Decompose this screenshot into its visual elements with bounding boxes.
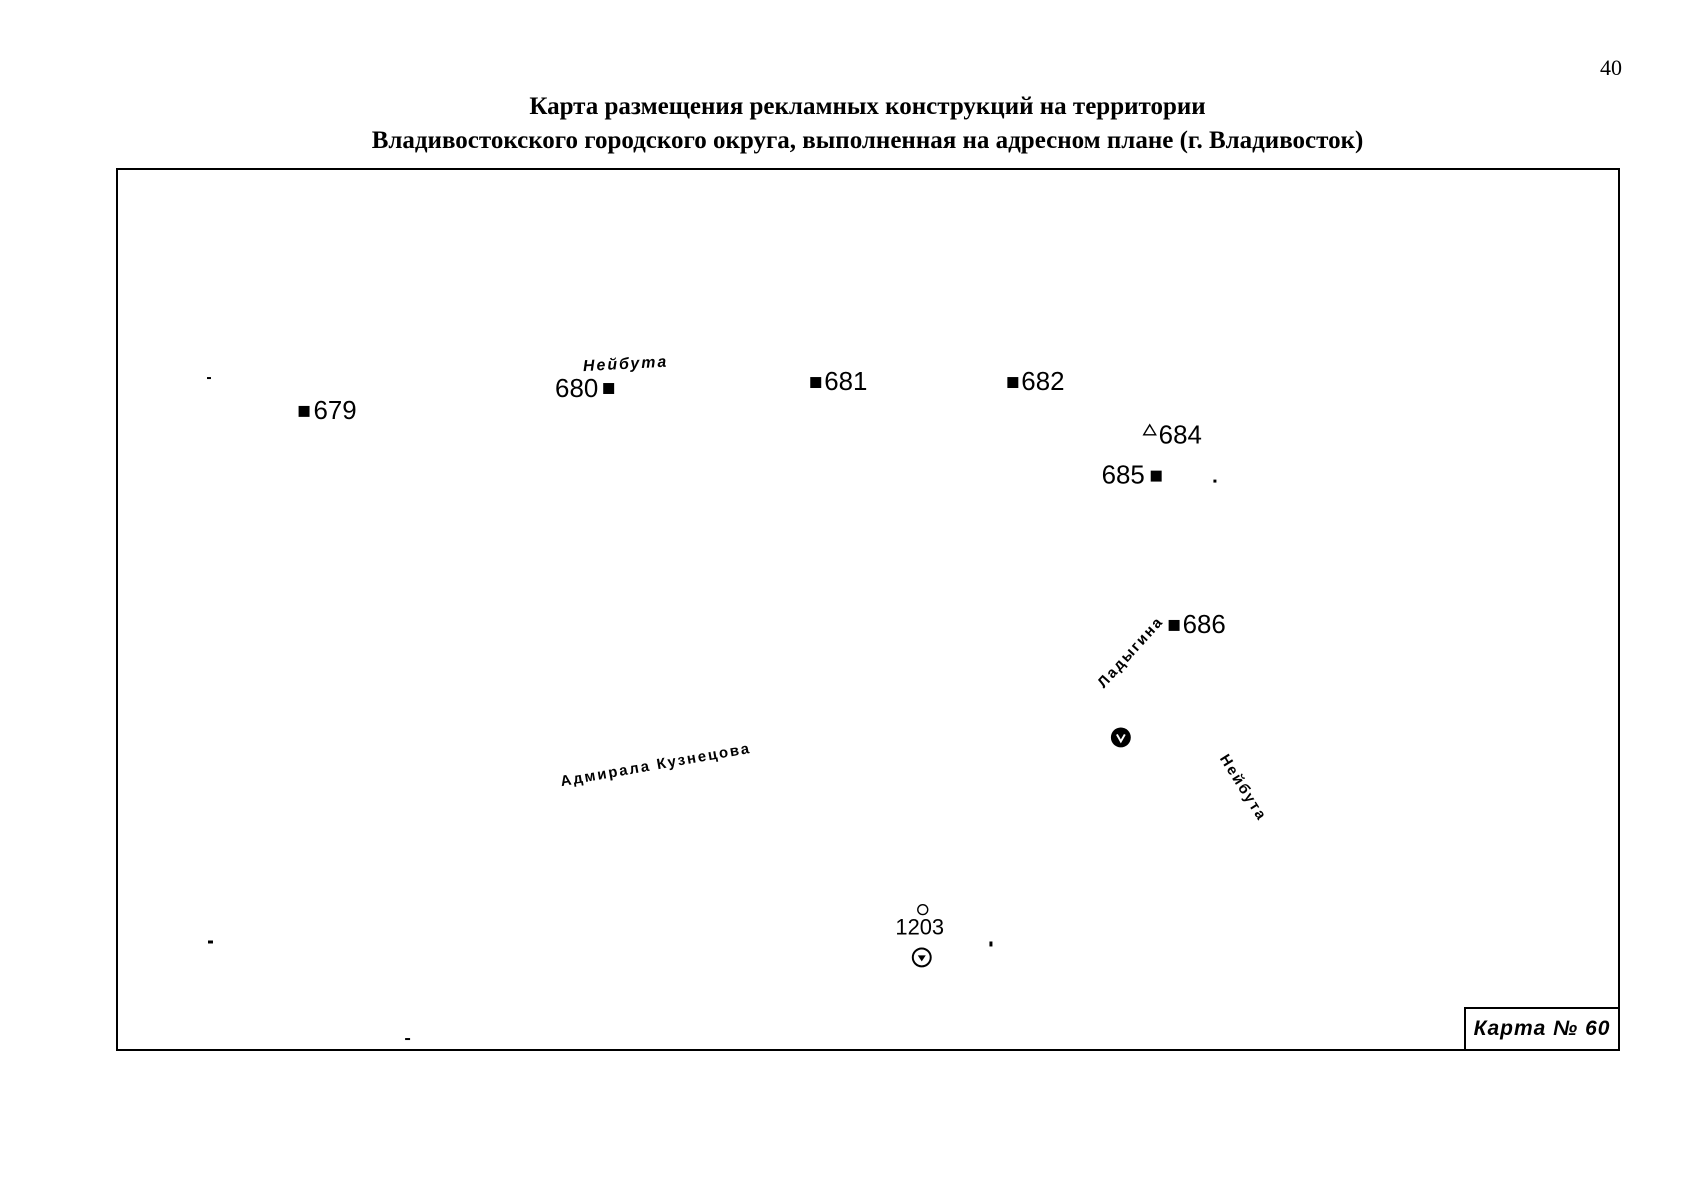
map-speck [207,377,211,379]
map-number-label: Карта № 60 [1464,1007,1618,1049]
square-marker-icon [810,377,821,388]
map-marker-1203[interactable] [895,905,944,940]
marker-label-680: 680 [555,374,599,403]
map-canvas[interactable] [118,170,1618,1049]
map-marker-681[interactable] [810,368,867,396]
marker-label-679: 679 [313,396,357,425]
page-title [0,90,1697,158]
map-marker-680[interactable] [555,375,614,403]
map-speck [989,941,992,946]
marker-label-681: 681 [824,367,868,396]
marker-label-684: 684 [1158,421,1202,450]
marker-label-1203: 1203 [895,914,945,940]
square-marker-icon [1151,471,1162,482]
landmark-icon [1111,727,1131,747]
map-marker-684[interactable] [1144,422,1202,450]
marker-label-682: 682 [1021,367,1065,396]
triangle-marker-icon [1144,425,1156,435]
square-marker-icon [603,383,614,394]
map-marker-686[interactable] [1169,611,1226,639]
map-marker-685[interactable] [1102,462,1162,490]
street-label-neibuta-right: Нейбута [1216,751,1271,825]
square-marker-icon [1007,377,1018,388]
street-label-ladygina: Ладыгина [1094,613,1168,692]
page-number: 40 [1600,55,1622,80]
marker-label-686: 686 [1182,610,1226,639]
map-speck [208,940,213,943]
map-frame[interactable] [116,168,1620,1051]
square-marker-icon [299,406,310,417]
title-line-2: Владивостокского городского округа, выполненная на адресном плане (г. Владивосток) [371,127,1364,154]
landmark-icon [913,948,931,966]
title-line-1: Карта размещения рекламных конструкций на территории [529,93,1206,120]
circle-marker-icon [918,905,928,915]
map-marker-682[interactable] [1007,368,1064,396]
map-speck [405,1038,410,1040]
map-speck [1213,480,1216,483]
street-label-admirala-kuznetsova: Адмирала Кузнецова [559,739,753,791]
street-label-neibuta-top: Нейбута [582,353,669,376]
map-marker-679[interactable] [299,397,357,425]
marker-label-685: 685 [1101,461,1145,490]
square-marker-icon [1169,620,1180,631]
